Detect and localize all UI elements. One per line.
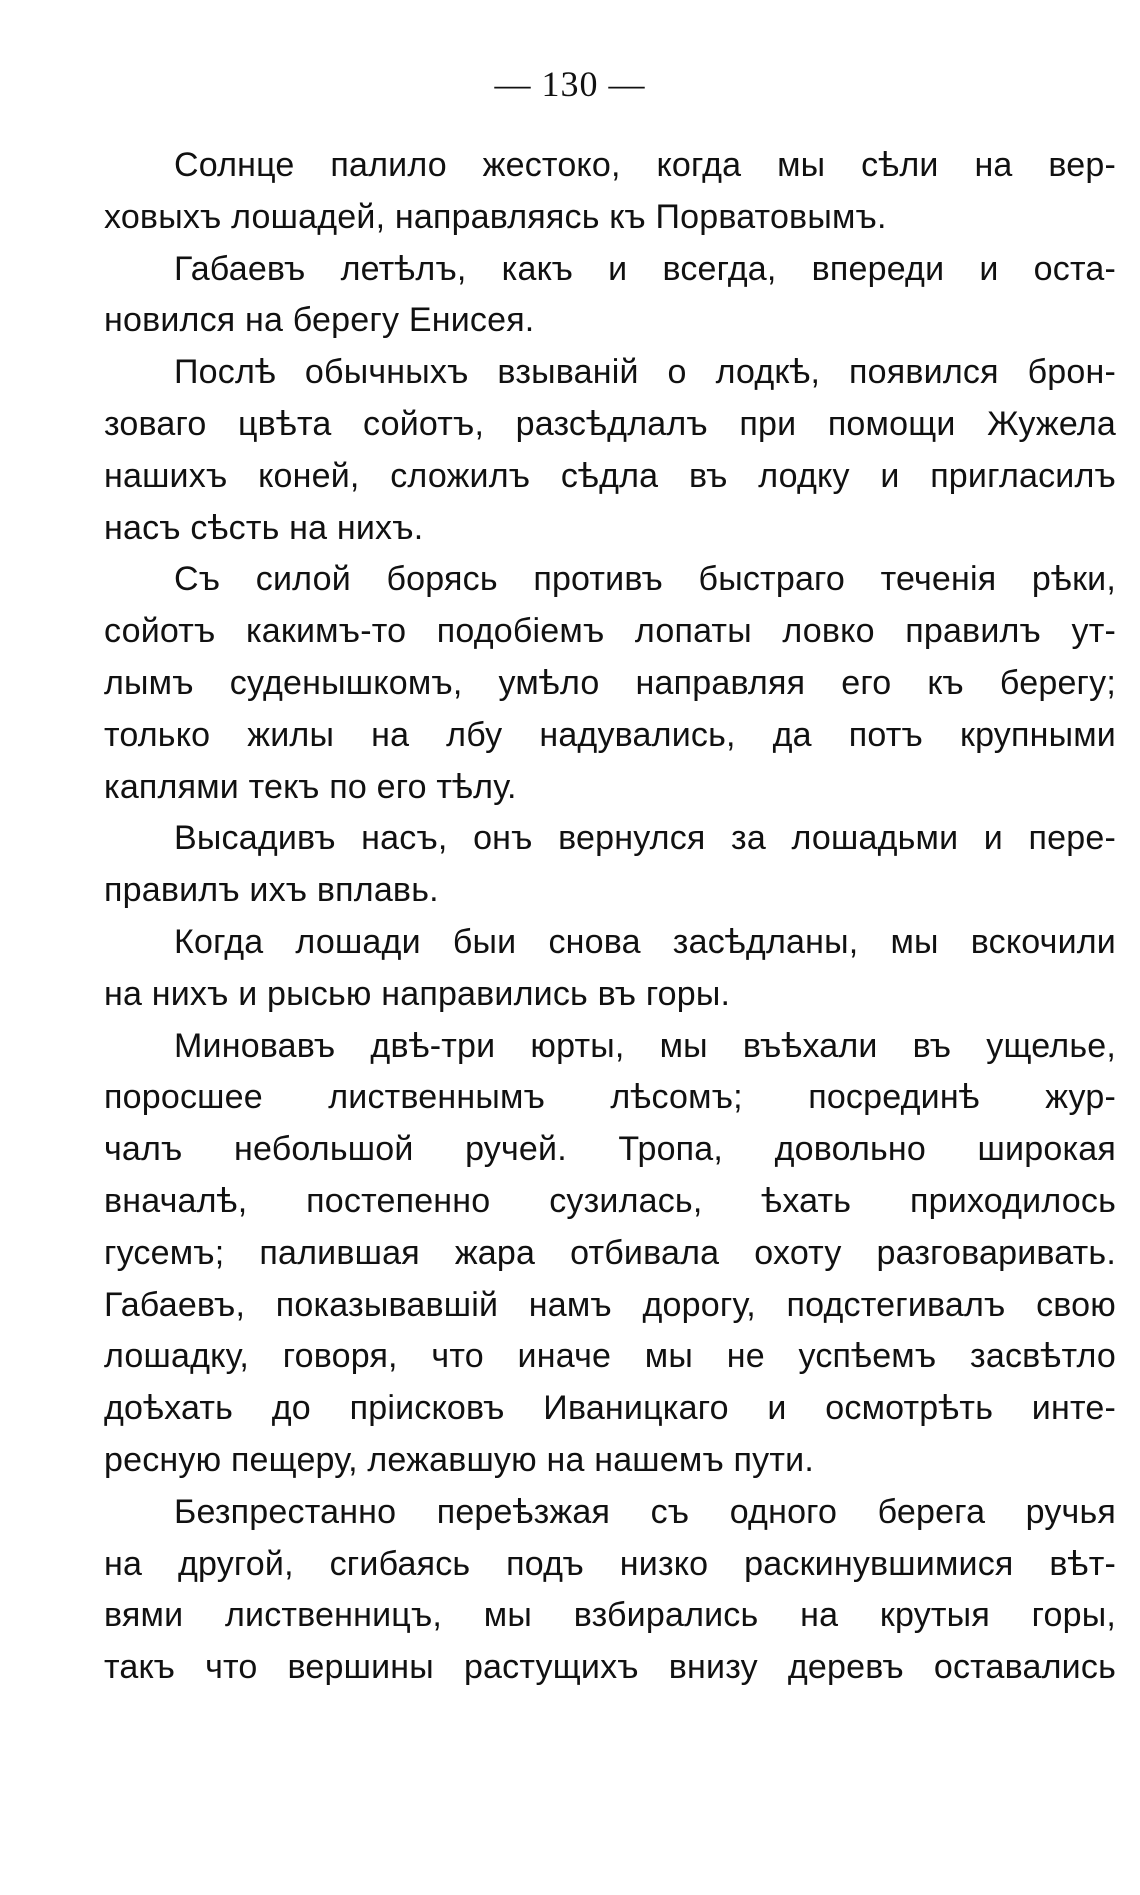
text-line: ресную пещеру, лежавшую на нашемъ пути. xyxy=(104,1440,814,1479)
text-line: только жилы на лбу надувались, да потъ крупными xyxy=(104,715,1116,754)
text-line: поросшее лиственнымъ лѣсомъ; посрединѣ жур- xyxy=(104,1078,1116,1117)
text-line: Габаевъ летѣлъ, какъ и всегда, впереди и оста- xyxy=(174,249,1116,288)
text-line: Послѣ обычныхъ взываній о лодкѣ, появился брон- xyxy=(174,353,1116,392)
text-line: каплями текъ по его тѣлу. xyxy=(104,767,517,806)
text-line: правилъ ихъ вплавь. xyxy=(104,871,439,910)
text-line: вначалѣ, постепенно сузилась, ѣхать приходилось xyxy=(104,1181,1116,1220)
page-text xyxy=(104,140,1116,1694)
text-line: Когда лошади быи снова засѣдланы, мы вскочили xyxy=(174,922,1116,961)
text-line: на нихъ и рысью направились въ горы. xyxy=(104,974,731,1013)
text-line: чалъ небольшой ручей. Тропа, довольно широкая xyxy=(104,1130,1116,1169)
text-line: доѣхать до пріисковъ Иваницкаго и осмотрѣть инте- xyxy=(104,1389,1116,1428)
text-line: Солнце палило жестоко, когда мы сѣли на вер- xyxy=(174,146,1116,184)
text-line: на другой, сгибаясь подъ низко раскинувшимися вѣт- xyxy=(104,1544,1116,1583)
text-line: нашихъ коней, сложилъ сѣдла въ лодку и пригласилъ xyxy=(104,456,1116,495)
text-line: гусемъ; палившая жара отбивала охоту разговаривать. xyxy=(104,1233,1116,1272)
text-line: лошадку, говоря, что иначе мы не успѣемъ засвѣтло xyxy=(104,1337,1116,1376)
text-line: Габаевъ, показывавшій намъ дорогу, подстегивалъ свою xyxy=(104,1285,1116,1324)
text-line: Безпрестанно переѣзжая съ одного берега ручья xyxy=(174,1492,1116,1531)
text-line: вями лиственницъ, мы взбирались на крутыя горы, xyxy=(104,1596,1116,1635)
text-line: насъ сѣсть на нихъ. xyxy=(104,508,424,547)
text-line: Высадивъ насъ, онъ вернулся за лошадьми и пере- xyxy=(174,819,1116,858)
text-line: зоваго цвѣта сойотъ, разсѣдлалъ при помощи Жужела xyxy=(104,404,1116,443)
text-line: такъ что вершины растущихъ внизу деревъ оставались xyxy=(104,1648,1116,1687)
text-line: Миновавъ двѣ-три юрты, мы въѣхали въ ущелье, xyxy=(174,1026,1116,1065)
text-line: новился на берегу Енисея. xyxy=(104,301,535,340)
text-line: Съ силой борясь противъ быстраго теченія рѣки, xyxy=(174,560,1116,599)
text-line: сойотъ какимъ-то подобіемъ лопаты ловко правилъ ут- xyxy=(104,612,1116,651)
text-line: лымъ суденышкомъ, умѣло направляя его къ берегу; xyxy=(104,663,1116,702)
page-number: — 130 — xyxy=(494,64,646,104)
text-line: ховыхъ лошадей, направляясь къ Порватовымъ. xyxy=(104,197,887,236)
